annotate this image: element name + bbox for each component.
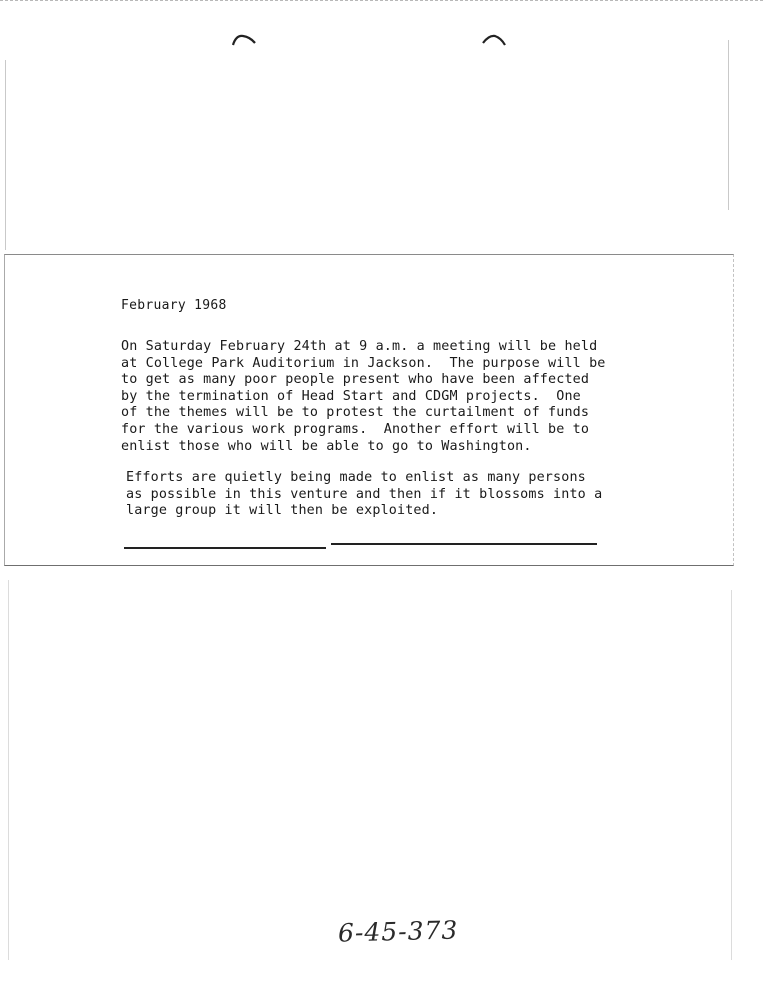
page-top-edge	[0, 0, 763, 3]
signature-rule-left	[124, 547, 326, 549]
paragraph-1-line-6: for the various work programs. Another effort will be to	[121, 421, 590, 437]
paragraph-2-line-1: Efforts are quietly being made to enlist as many persons	[126, 470, 586, 485]
signature-rule-right	[331, 543, 597, 545]
punch-mark-right	[481, 33, 507, 47]
scan-edge-left-bottom	[8, 580, 9, 960]
paragraph-1-line-2: at College Park Auditorium in Jackson. The purpose will be	[121, 355, 606, 371]
scan-edge-right-bottom	[731, 590, 732, 960]
paragraph-1-line-5: of the themes will be to protest the curtailment of funds	[121, 405, 590, 421]
document-dateline: February 1968	[121, 298, 227, 313]
paragraph-1-line-4: by the termination of Head Start and CDGM projects. One	[121, 388, 581, 404]
paragraph-2-line-3: large group it will then be exploited.	[126, 503, 439, 519]
file-number: 6-45-373	[337, 915, 459, 948]
paragraph-1-line-1: On Saturday February 24th at 9 a.m. a meeting will be held	[121, 339, 598, 354]
scan-edge-left-top	[5, 60, 6, 250]
paragraph-2	[126, 470, 602, 520]
paragraph-2-line-2: as possible in this venture and then if it blossoms into a	[126, 486, 603, 502]
paragraph-1	[121, 339, 606, 455]
scan-edge-right-top	[728, 40, 729, 210]
paragraph-1-line-3: to get as many poor people present who have been affected	[121, 372, 590, 388]
punch-mark-left	[231, 33, 257, 47]
paragraph-1-line-7: enlist those who will be able to go to Washington.	[121, 438, 532, 454]
